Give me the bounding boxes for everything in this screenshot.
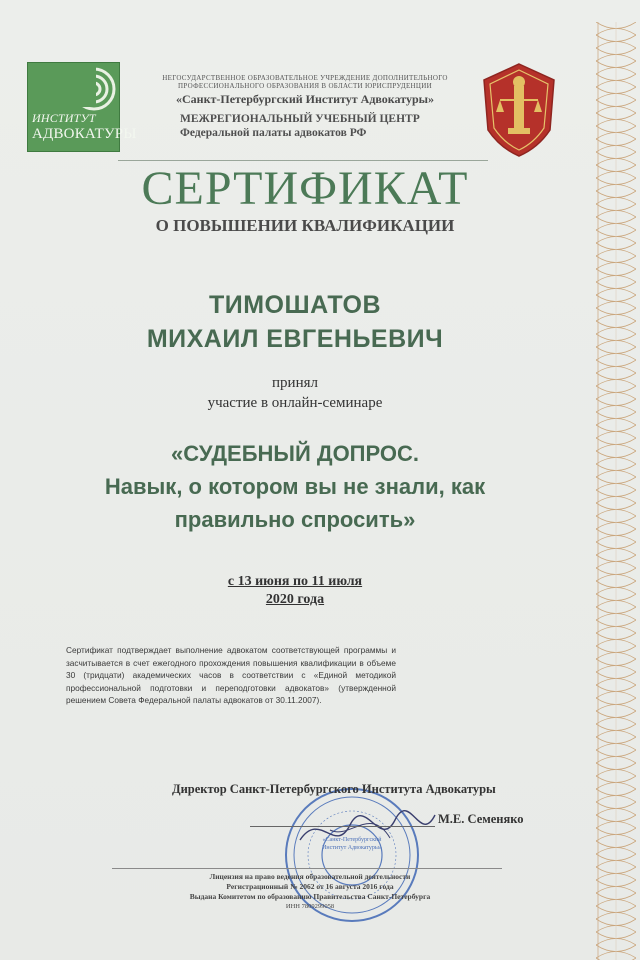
header-divider [118, 160, 488, 161]
recipient-given-name: МИХАИЛ ЕВГЕНЬЕВИЧ [146, 325, 444, 353]
participation-line2: участие в онлайн-семинаре [207, 395, 383, 411]
participation-line1: принял [272, 375, 318, 391]
footer-divider [112, 868, 502, 869]
center-line2: Федеральной палаты адвокатов РФ [180, 127, 367, 139]
footer-line1: Лицензия на право ведения образовательной деятельности [209, 872, 411, 881]
training-center [180, 112, 430, 140]
handwritten-signature [290, 800, 440, 860]
seminar-line2: Навык, о котором вы не знали, как [104, 474, 486, 499]
date-range: с 13 июня по 11 июля [227, 574, 363, 589]
certificate-subtitle: О ПОВЫШЕНИИ КВАЛИФИКАЦИИ [155, 216, 455, 235]
director-title: Директор Санкт-Петербургского Института Адвокатуры [172, 782, 496, 796]
participation-text [0, 373, 590, 413]
logo-line1: ИНСТИТУТ [32, 111, 96, 125]
org-line1: НЕГОСУДАРСТВЕННОЕ ОБРАЗОВАТЕЛЬНОЕ УЧРЕЖДЕНИЕ ДОПОЛНИТЕЛЬНОГО [162, 74, 448, 82]
certificate-title: СЕРТИФИКАТ [141, 162, 469, 215]
institute-name: «Санкт-Петербургский Институт Адвокатуры» [175, 92, 435, 106]
footer-line2: Регистрационный № 2062 от 16 августа 2016 года [226, 882, 394, 891]
center-line1: МЕЖРЕГИОНАЛЬНЫЙ УЧЕБНЫЙ ЦЕНТР [180, 113, 420, 125]
stamp-center-text: «Санкт-Петербургский Институт Адвокатуры» [322, 837, 382, 851]
footer-inn: ИНН 7809299058 [285, 903, 335, 910]
institute-logo [27, 62, 137, 152]
recipient-name [0, 288, 590, 356]
recipient-surname: ТИМОШАТОВ [208, 291, 382, 319]
organization-header [140, 74, 470, 107]
seminar-line3: правильно спросить» [174, 507, 416, 532]
seminar-title [0, 437, 590, 536]
signature-line [250, 826, 435, 827]
certificate-statement: Сертификат подтверждает выполнение адвокатом соответствующей программы и засчитывается в счет ежегодного прохождения повышения квалификации в объеме 30 (тридцати) академических часов в соответствии с «Единой методикой профессиональной подготовки и переподготовки адвокатов» (утвержденной решением Совета Федеральной палаты адвокатов от 30.11.2007). [66, 645, 396, 706]
org-line2: ПРОФЕССИОНАЛЬНОГО ОБРАЗОВАНИЯ В ОБЛАСТИ ЮРИСПРУДЕНЦИИ [178, 82, 432, 90]
signer-name: М.Е. Семеняко [438, 812, 524, 826]
bar-association-emblem-icon [478, 60, 560, 160]
seminar-line1: «СУДЕБНЫЙ ДОПРОС. [170, 441, 419, 466]
logo-line2: АДВОКАТУРЫ [32, 126, 137, 142]
date-year: 2020 года [265, 592, 325, 607]
footer-line3: Выдана Комитетом по образованию Правительства Санкт-Петербурга [189, 892, 431, 901]
license-footer [100, 872, 520, 912]
seminar-dates [0, 573, 590, 609]
